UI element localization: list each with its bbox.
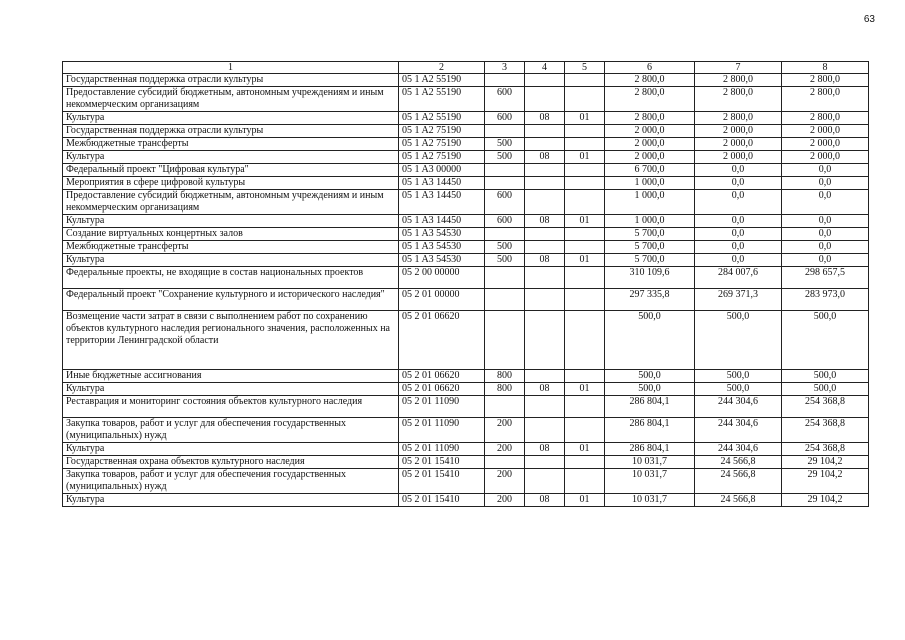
expense-type: 200	[485, 418, 525, 443]
subsection	[565, 456, 605, 469]
section	[525, 228, 565, 241]
amount-col6: 2 000,0	[605, 151, 695, 164]
table-row	[63, 228, 869, 241]
item-name: Культура	[63, 494, 399, 507]
amount-col7: 2 800,0	[695, 87, 782, 112]
expense-type: 600	[485, 112, 525, 125]
amount-col7: 24 566,8	[695, 456, 782, 469]
expense-type: 200	[485, 469, 525, 494]
subsection	[565, 267, 605, 289]
amount-col7: 2 800,0	[695, 112, 782, 125]
subsection	[565, 289, 605, 311]
amount-col7: 269 371,3	[695, 289, 782, 311]
amount-col8: 2 000,0	[782, 138, 869, 151]
amount-col7: 0,0	[695, 254, 782, 267]
amount-col6: 2 800,0	[605, 112, 695, 125]
item-name: Государственная поддержка отрасли культуры	[63, 74, 399, 87]
column-header-1: 1	[63, 62, 399, 74]
subsection	[565, 164, 605, 177]
subsection	[565, 87, 605, 112]
expense-type	[485, 456, 525, 469]
table-row	[63, 138, 869, 151]
subsection	[565, 396, 605, 418]
section	[525, 311, 565, 370]
item-name: Государственная охрана объектов культурного наследия	[63, 456, 399, 469]
section: 08	[525, 383, 565, 396]
table-row	[63, 396, 869, 418]
target-code: 05 1 A3 54530	[399, 254, 485, 267]
target-code: 05 1 A2 75190	[399, 138, 485, 151]
expense-type: 200	[485, 494, 525, 507]
amount-col8: 2 800,0	[782, 74, 869, 87]
amount-col8: 283 973,0	[782, 289, 869, 311]
section	[525, 267, 565, 289]
table-row	[63, 164, 869, 177]
budget-table	[62, 61, 869, 507]
item-name: Мероприятия в сфере цифровой культуры	[63, 177, 399, 190]
expense-type: 200	[485, 443, 525, 456]
table-row	[63, 289, 869, 311]
section: 08	[525, 112, 565, 125]
expense-type	[485, 164, 525, 177]
item-name: Закупка товаров, работ и услуг для обеспечения государственных (муниципальных) нужд	[63, 418, 399, 443]
column-header-7: 7	[695, 62, 782, 74]
column-header-4: 4	[525, 62, 565, 74]
expense-type: 600	[485, 87, 525, 112]
target-code: 05 2 01 15410	[399, 469, 485, 494]
amount-col8: 29 104,2	[782, 494, 869, 507]
amount-col8: 0,0	[782, 215, 869, 228]
amount-col7: 2 000,0	[695, 151, 782, 164]
subsection	[565, 177, 605, 190]
amount-col8: 29 104,2	[782, 469, 869, 494]
amount-col8: 0,0	[782, 254, 869, 267]
section	[525, 138, 565, 151]
table-row	[63, 469, 869, 494]
amount-col7: 500,0	[695, 370, 782, 383]
amount-col6: 286 804,1	[605, 443, 695, 456]
section	[525, 74, 565, 87]
expense-type	[485, 289, 525, 311]
table-row	[63, 494, 869, 507]
section: 08	[525, 443, 565, 456]
amount-col8: 254 368,8	[782, 418, 869, 443]
target-code: 05 2 01 11090	[399, 443, 485, 456]
amount-col7: 0,0	[695, 164, 782, 177]
amount-col8: 254 368,8	[782, 443, 869, 456]
section	[525, 177, 565, 190]
target-code: 05 1 A2 55190	[399, 112, 485, 125]
target-code: 05 1 A3 14450	[399, 215, 485, 228]
subsection	[565, 74, 605, 87]
amount-col7: 284 007,6	[695, 267, 782, 289]
target-code: 05 1 A3 00000	[399, 164, 485, 177]
expense-type: 800	[485, 370, 525, 383]
amount-col7: 0,0	[695, 241, 782, 254]
expense-type: 500	[485, 241, 525, 254]
item-name: Создание виртуальных концертных залов	[63, 228, 399, 241]
item-name: Культура	[63, 112, 399, 125]
target-code: 05 1 A3 54530	[399, 228, 485, 241]
section: 08	[525, 215, 565, 228]
expense-type	[485, 74, 525, 87]
section	[525, 418, 565, 443]
amount-col6: 500,0	[605, 311, 695, 370]
table-row	[63, 112, 869, 125]
target-code: 05 1 A2 75190	[399, 151, 485, 164]
amount-col6: 286 804,1	[605, 418, 695, 443]
section: 08	[525, 254, 565, 267]
amount-col8: 0,0	[782, 190, 869, 215]
section	[525, 469, 565, 494]
subsection: 01	[565, 112, 605, 125]
subsection: 01	[565, 151, 605, 164]
amount-col6: 5 700,0	[605, 241, 695, 254]
expense-type	[485, 396, 525, 418]
table-row	[63, 87, 869, 112]
subsection: 01	[565, 443, 605, 456]
target-code: 05 2 01 11090	[399, 418, 485, 443]
column-header-3: 3	[485, 62, 525, 74]
target-code: 05 1 A3 14450	[399, 190, 485, 215]
amount-col8: 2 800,0	[782, 112, 869, 125]
expense-type: 500	[485, 254, 525, 267]
expense-type: 800	[485, 383, 525, 396]
amount-col7: 0,0	[695, 177, 782, 190]
amount-col6: 500,0	[605, 383, 695, 396]
subsection: 01	[565, 254, 605, 267]
amount-col6: 1 000,0	[605, 190, 695, 215]
table-row	[63, 383, 869, 396]
amount-col7: 2 000,0	[695, 138, 782, 151]
amount-col7: 500,0	[695, 311, 782, 370]
amount-col7: 0,0	[695, 190, 782, 215]
target-code: 05 1 A3 14450	[399, 177, 485, 190]
table-row	[63, 311, 869, 370]
target-code: 05 1 A2 55190	[399, 74, 485, 87]
amount-col7: 0,0	[695, 215, 782, 228]
amount-col8: 500,0	[782, 311, 869, 370]
section	[525, 190, 565, 215]
target-code: 05 1 A3 54530	[399, 241, 485, 254]
column-header-8: 8	[782, 62, 869, 74]
table-row	[63, 254, 869, 267]
expense-type: 600	[485, 215, 525, 228]
item-name: Возмещение части затрат в связи с выполнением работ по сохранению объектов культурного наследия регионального значения, расположенных на территории Ленинградской области	[63, 311, 399, 370]
table-row	[63, 370, 869, 383]
subsection	[565, 228, 605, 241]
item-name: Закупка товаров, работ и услуг для обеспечения государственных (муниципальных) нужд	[63, 469, 399, 494]
column-header-5: 5	[565, 62, 605, 74]
subsection	[565, 125, 605, 138]
amount-col6: 310 109,6	[605, 267, 695, 289]
subsection: 01	[565, 383, 605, 396]
amount-col6: 6 700,0	[605, 164, 695, 177]
amount-col8: 2 000,0	[782, 125, 869, 138]
amount-col8: 0,0	[782, 228, 869, 241]
item-name: Культура	[63, 383, 399, 396]
section	[525, 396, 565, 418]
table-row	[63, 418, 869, 443]
item-name: Федеральный проект "Цифровая культура"	[63, 164, 399, 177]
amount-col6: 297 335,8	[605, 289, 695, 311]
amount-col6: 10 031,7	[605, 469, 695, 494]
amount-col7: 24 566,8	[695, 469, 782, 494]
amount-col8: 29 104,2	[782, 456, 869, 469]
amount-col8: 0,0	[782, 177, 869, 190]
subsection	[565, 370, 605, 383]
amount-col6: 5 700,0	[605, 254, 695, 267]
amount-col6: 1 000,0	[605, 215, 695, 228]
amount-col8: 0,0	[782, 164, 869, 177]
table-row	[63, 215, 869, 228]
amount-col6: 10 031,7	[605, 494, 695, 507]
expense-type	[485, 177, 525, 190]
section	[525, 125, 565, 138]
item-name: Предоставление субсидий бюджетным, автономным учреждениям и иным некоммерческим организациям	[63, 87, 399, 112]
amount-col8: 254 368,8	[782, 396, 869, 418]
table-row	[63, 267, 869, 289]
item-name: Федеральные проекты, не входящие в состав национальных проектов	[63, 267, 399, 289]
amount-col8: 2 000,0	[782, 151, 869, 164]
table-row	[63, 151, 869, 164]
target-code: 05 2 01 06620	[399, 383, 485, 396]
target-code: 05 2 01 06620	[399, 370, 485, 383]
item-name: Иные бюджетные ассигнования	[63, 370, 399, 383]
amount-col7: 244 304,6	[695, 443, 782, 456]
expense-type: 600	[485, 190, 525, 215]
subsection	[565, 241, 605, 254]
header-row	[63, 62, 869, 74]
item-name: Реставрация и мониторинг состояния объектов культурного наследия	[63, 396, 399, 418]
amount-col6: 2 000,0	[605, 125, 695, 138]
table-row	[63, 125, 869, 138]
section	[525, 289, 565, 311]
item-name: Культура	[63, 443, 399, 456]
item-name: Культура	[63, 254, 399, 267]
target-code: 05 2 01 15410	[399, 494, 485, 507]
section	[525, 241, 565, 254]
page-number: 63	[863, 14, 875, 25]
item-name: Федеральный проект "Сохранение культурного и исторического наследия"	[63, 289, 399, 311]
section: 08	[525, 494, 565, 507]
subsection	[565, 190, 605, 215]
amount-col7: 2 000,0	[695, 125, 782, 138]
amount-col6: 500,0	[605, 370, 695, 383]
item-name: Культура	[63, 215, 399, 228]
amount-col7: 500,0	[695, 383, 782, 396]
amount-col6: 2 800,0	[605, 74, 695, 87]
amount-col6: 2 800,0	[605, 87, 695, 112]
table-row	[63, 177, 869, 190]
amount-col7: 24 566,8	[695, 494, 782, 507]
item-name: Государственная поддержка отрасли культуры	[63, 125, 399, 138]
column-header-6: 6	[605, 62, 695, 74]
amount-col8: 2 800,0	[782, 87, 869, 112]
table-row	[63, 190, 869, 215]
item-name: Предоставление субсидий бюджетным, автономным учреждениям и иным некоммерческим организациям	[63, 190, 399, 215]
section	[525, 164, 565, 177]
amount-col7: 2 800,0	[695, 74, 782, 87]
table-row	[63, 456, 869, 469]
amount-col7: 244 304,6	[695, 396, 782, 418]
expense-type	[485, 267, 525, 289]
table-row	[63, 241, 869, 254]
target-code: 05 1 A2 55190	[399, 87, 485, 112]
table-row	[63, 74, 869, 87]
subsection	[565, 418, 605, 443]
subsection	[565, 138, 605, 151]
subsection: 01	[565, 215, 605, 228]
target-code: 05 2 01 15410	[399, 456, 485, 469]
column-header-2: 2	[399, 62, 485, 74]
amount-col6: 10 031,7	[605, 456, 695, 469]
section	[525, 456, 565, 469]
item-name: Межбюджетные трансферты	[63, 138, 399, 151]
amount-col8: 500,0	[782, 383, 869, 396]
section	[525, 87, 565, 112]
amount-col7: 0,0	[695, 228, 782, 241]
amount-col6: 286 804,1	[605, 396, 695, 418]
target-code: 05 1 A2 75190	[399, 125, 485, 138]
expense-type	[485, 125, 525, 138]
section	[525, 370, 565, 383]
item-name: Культура	[63, 151, 399, 164]
amount-col6: 1 000,0	[605, 177, 695, 190]
expense-type: 500	[485, 151, 525, 164]
target-code: 05 2 01 11090	[399, 396, 485, 418]
item-name: Межбюджетные трансферты	[63, 241, 399, 254]
target-code: 05 2 01 00000	[399, 289, 485, 311]
amount-col8: 298 657,5	[782, 267, 869, 289]
subsection	[565, 311, 605, 370]
expense-type: 500	[485, 138, 525, 151]
subsection: 01	[565, 494, 605, 507]
target-code: 05 2 00 00000	[399, 267, 485, 289]
amount-col7: 244 304,6	[695, 418, 782, 443]
amount-col6: 5 700,0	[605, 228, 695, 241]
amount-col8: 0,0	[782, 241, 869, 254]
expense-type	[485, 311, 525, 370]
amount-col6: 2 000,0	[605, 138, 695, 151]
table-row	[63, 443, 869, 456]
table-body	[63, 74, 869, 507]
target-code: 05 2 01 06620	[399, 311, 485, 370]
section: 08	[525, 151, 565, 164]
expense-type	[485, 228, 525, 241]
amount-col8: 500,0	[782, 370, 869, 383]
subsection	[565, 469, 605, 494]
